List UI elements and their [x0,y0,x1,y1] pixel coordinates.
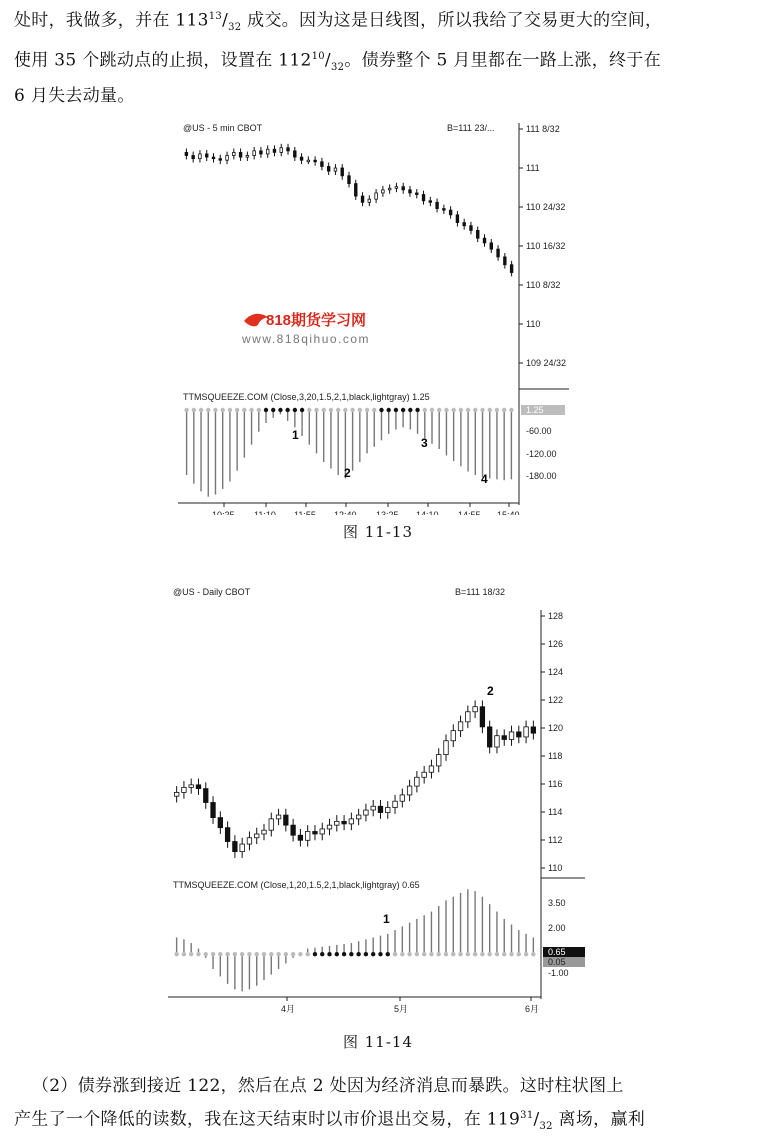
fig13-indicator-label: TTMSQUEEZE.COM (Close,3,20,1.5,2,1,black,lightgray) 1.25 [183,392,430,402]
squeeze-dot [480,408,484,412]
price-tick-label: 112 [548,835,563,845]
squeeze-dot [184,408,188,412]
squeeze-dot [487,952,491,956]
squeeze-dot [422,952,426,956]
candle-body [342,821,347,824]
squeeze-dot [415,408,419,412]
squeeze-dot [451,952,455,956]
candle-body [364,810,369,815]
squeeze-dot [211,952,215,956]
paragraph-top [14,2,746,111]
candle-body [262,830,267,834]
candle-body [429,766,434,772]
candle-body [429,201,432,203]
candle-body [470,226,473,231]
candle-body [349,819,354,824]
candle-body [174,792,179,796]
candle-body [375,193,378,199]
squeeze-dot [358,408,362,412]
candle-body [280,148,283,153]
squeeze-dot [204,952,208,956]
candle-body [395,187,398,189]
candle-body [476,230,479,238]
squeeze-dot [257,408,261,412]
candle-body [204,789,209,803]
fig13-marker-2: 2 [344,466,351,480]
squeeze-dot [206,408,210,412]
candle-body [327,825,332,829]
candle-body [269,819,274,830]
squeeze-dot [495,408,499,412]
candle-body [239,152,242,157]
candle-body [247,838,252,844]
candle-body [415,777,420,786]
candle-body [291,825,296,835]
squeeze-dot [444,408,448,412]
candle-body [300,157,303,160]
candle-body [402,187,405,190]
candle-body [307,160,310,162]
candle-body [219,159,222,161]
text-line-4: （2）债券涨到接近 122，然后在点 2 处因为经济消息而暴跌。这时柱状图上 [32,1076,624,1096]
price-tick-label: 126 [548,639,564,649]
squeeze-dot [408,408,412,412]
squeeze-dot [430,408,434,412]
candle-body [495,736,500,747]
squeeze-dot [247,952,251,956]
flame-icon [244,314,268,327]
squeeze-dot [350,408,354,412]
fig14-chart [165,582,585,1022]
candle-body [400,795,405,801]
squeeze-dot [182,952,186,956]
candle-body [266,149,269,154]
candle-body [524,727,529,737]
squeeze-dot [278,408,282,412]
squeeze-dot [228,408,232,412]
price-tick-label: 111 [526,163,540,173]
squeeze-dot [378,952,382,956]
squeeze-dot [276,952,280,956]
indicator-tick-label: 0.65 [548,947,566,957]
time-tick-label: 5月 [394,1004,409,1014]
candle-body [287,148,290,151]
indicator-tick-label: -1.00 [548,968,569,978]
squeeze-dot [371,952,375,956]
text-line-5: 产生了一个降低的读数，我在这天结束时以市价退出交易，在 $119^{31}/_{32}$ 离场，赢利 [14,1109,646,1133]
candle-body [409,190,412,193]
squeeze-dot [199,408,203,412]
squeeze-dot [458,952,462,956]
squeeze-dot [220,408,224,412]
candle-body [253,151,256,156]
candle-body [490,243,493,249]
candle-body [185,152,188,155]
fig13-caption: 图 11-13 [343,523,414,541]
squeeze-dot [502,408,506,412]
price-tick-label: 118 [548,751,563,761]
squeeze-dot [517,952,521,956]
squeeze-dot [271,408,275,412]
candle-body [449,210,452,215]
candle-body [422,772,427,777]
candle-body [356,815,361,819]
price-tick-label: 111 8/32 [526,124,560,134]
watermark-brand: 818期货学习网 [266,312,367,329]
squeeze-dot [307,408,311,412]
candle-body [320,829,325,834]
candle-body [192,156,195,159]
squeeze-dot [235,408,239,412]
candle-body [458,722,463,731]
candle-body [211,802,216,817]
fig13-marker-3: 3 [421,436,428,450]
squeeze-dot [386,952,390,956]
price-tick-label: 114 [548,807,563,817]
candle-body [517,732,522,737]
indicator-tick-label: 1.25 [526,405,544,415]
time-tick-label: 13:25 [376,510,399,515]
fig13-marker-1: 1 [292,428,299,442]
watermark [240,305,430,350]
candle-body [246,156,249,158]
candle-body [510,265,513,273]
candle-body [226,156,229,161]
indicator-tick-label: 2.00 [548,923,566,933]
candle-body [407,786,412,795]
candle-body [480,707,485,727]
squeeze-dot [364,952,368,956]
time-tick-label: 10:25 [212,510,235,515]
candle-body [531,727,536,733]
fig14-marker-2: 2 [487,684,494,698]
candle-body [504,257,507,265]
squeeze-dot [379,408,383,412]
candle-body [436,755,441,766]
squeeze-dot [437,952,441,956]
squeeze-dot [407,952,411,956]
squeeze-dot [423,408,427,412]
squeeze-dot [284,952,288,956]
candle-body [378,806,383,812]
time-tick-label: 14:10 [416,510,439,515]
time-tick-label: 11:10 [254,510,276,515]
candle-body [451,731,456,741]
candle-body [218,818,223,828]
price-tick-label: 110 24/32 [526,202,566,212]
squeeze-dot [218,952,222,956]
squeeze-dot [264,408,268,412]
squeeze-dot [365,408,369,412]
candle-body [466,712,471,722]
candle-body [444,741,449,755]
candle-body [240,844,245,852]
squeeze-dot [327,952,331,956]
candle-body [189,785,194,788]
candle-body [497,249,500,257]
candle-body [196,785,201,789]
squeeze-dot [342,952,346,956]
candle-body [305,831,310,840]
squeeze-dot [249,408,253,412]
squeeze-dot [335,952,339,956]
squeeze-dot [415,952,419,956]
squeeze-dot [320,952,324,956]
price-tick-label: 124 [548,667,564,677]
squeeze-dot [509,952,513,956]
watermark-logo [240,305,430,350]
squeeze-dot [298,952,302,956]
candle-body [260,151,263,154]
candle-body [233,842,238,852]
squeeze-dot [242,408,246,412]
squeeze-dot [444,952,448,956]
time-tick-label: 4月 [281,1004,296,1014]
candle-body [334,168,337,171]
text-line-1: 处时，我做多，并在 $113^{13}/_{32}$ 成交。因为这是日线图，所以我给了交易更大的空间， [14,10,663,34]
candle-body [335,821,340,825]
candle-body [443,209,446,211]
candle-body [371,806,376,810]
candle-body [212,157,215,159]
fig13-header-right: B=111 23/... [447,123,495,133]
squeeze-dot [189,952,193,956]
squeeze-dot [394,408,398,412]
time-tick-label: 11:55 [294,510,316,515]
watermark-url: www.818qihuo.com [242,332,371,346]
squeeze-dot [531,952,535,956]
time-tick-label: 15:40 [497,510,520,515]
squeeze-dot [343,408,347,412]
fig13-marker-4: 4 [481,472,488,486]
fig14-header-right: B=111 18/32 [455,587,505,597]
fig14-header-left: @US - Daily CBOT [173,587,251,597]
time-tick-label: 12:40 [334,510,357,515]
indicator-tick-label: 3.50 [548,898,566,908]
time-tick-label: 14:55 [458,510,481,515]
time-tick-label: 6月 [525,1004,540,1014]
squeeze-dot [393,952,397,956]
candle-body [233,152,236,155]
squeeze-dot [473,408,477,412]
fig14-indicator-label: TTMSQUEEZE.COM (Close,1,20,1.5,2,1,black,lightgray) 0.65 [173,880,420,890]
candle-body [321,162,324,167]
price-tick-label: 128 [548,611,564,621]
candle-body [393,801,398,807]
candle-body [509,732,514,740]
squeeze-dot [509,408,513,412]
squeeze-dot [174,952,178,956]
squeeze-dot [196,952,200,956]
squeeze-dot [451,408,455,412]
price-tick-label: 110 [548,863,563,873]
indicator-tick-label: 0.05 [548,957,566,967]
figure-11-14 [165,582,585,1022]
squeeze-dot [401,408,405,412]
squeeze-dot [480,952,484,956]
candle-body [225,828,230,842]
squeeze-dot [488,408,492,412]
fig14-marker-1: 1 [383,912,390,926]
squeeze-dot [291,952,295,956]
squeeze-dot [240,952,244,956]
squeeze-dot [305,952,309,956]
price-tick-label: 110 16/32 [526,241,566,251]
squeeze-dot [269,952,273,956]
candle-body [341,168,344,176]
price-tick-label: 110 [526,319,541,329]
squeeze-dot [192,408,196,412]
candle-body [205,154,208,157]
candle-body [483,238,486,243]
candle-body [422,195,425,201]
candle-body [386,808,391,813]
candle-body [327,166,330,171]
squeeze-dot [255,952,259,956]
indicator-tick-label: -60.00 [526,426,552,436]
squeeze-dot [466,408,470,412]
squeeze-dot [386,408,390,412]
candle-body [348,176,351,184]
squeeze-dot [356,952,360,956]
squeeze-dot [459,408,463,412]
squeeze-dot [524,952,528,956]
squeeze-dot [329,408,333,412]
candle-body [436,202,439,208]
squeeze-dot [262,952,266,956]
squeeze-dot [466,952,470,956]
candle-body [199,154,202,159]
candle-body [293,151,296,157]
fig14-caption: 图 11-14 [343,1033,414,1051]
squeeze-dot [285,408,289,412]
squeeze-dot [473,952,477,956]
squeeze-dot [349,952,353,956]
squeeze-dot [336,408,340,412]
candle-body [313,831,318,834]
squeeze-dot [300,408,304,412]
squeeze-dot [313,952,317,956]
squeeze-dot [314,408,318,412]
candle-body [487,727,492,747]
price-tick-label: 116 [548,779,563,789]
squeeze-dot [429,952,433,956]
candle-body [298,835,303,840]
candle-body [284,815,289,825]
squeeze-dot [293,408,297,412]
candle-body [456,215,459,223]
squeeze-dot [372,408,376,412]
squeeze-dot [400,952,404,956]
candle-body [463,223,466,226]
squeeze-dot [322,408,326,412]
indicator-tick-label: -180.00 [526,471,557,481]
candle-body [354,184,357,196]
indicator-tick-label: -120.00 [526,449,557,459]
squeeze-dot [213,408,217,412]
squeeze-dot [225,952,229,956]
text-line-2: 使用 35 个跳动点的止损，设置在 $112^{10}/_{32}$。债券整个 5 月里都在一路上涨，终于在 [14,50,661,74]
candle-body [502,736,507,740]
candle-body [273,149,276,152]
price-tick-label: 120 [548,723,564,733]
text-line-3: 6 月失去动量。 [14,86,135,107]
candle-body [415,193,418,195]
price-tick-label: 109 24/32 [526,358,567,368]
candle-body [314,160,317,162]
fig13-header-left: @US - 5 min CBOT [183,123,263,133]
candle-body [182,787,187,792]
price-tick-label: 110 8/32 [526,280,561,290]
squeeze-dot [495,952,499,956]
candle-body [361,196,364,202]
paragraph-bottom [14,1072,746,1141]
candle-body [254,834,259,838]
candle-body [473,707,478,712]
candle-body [368,199,371,202]
price-tick-label: 122 [548,695,564,705]
squeeze-dot [233,952,237,956]
candle-body [388,188,391,190]
squeeze-dot [437,408,441,412]
candle-body [276,815,281,819]
candle-body [382,190,385,193]
squeeze-dot [502,952,506,956]
